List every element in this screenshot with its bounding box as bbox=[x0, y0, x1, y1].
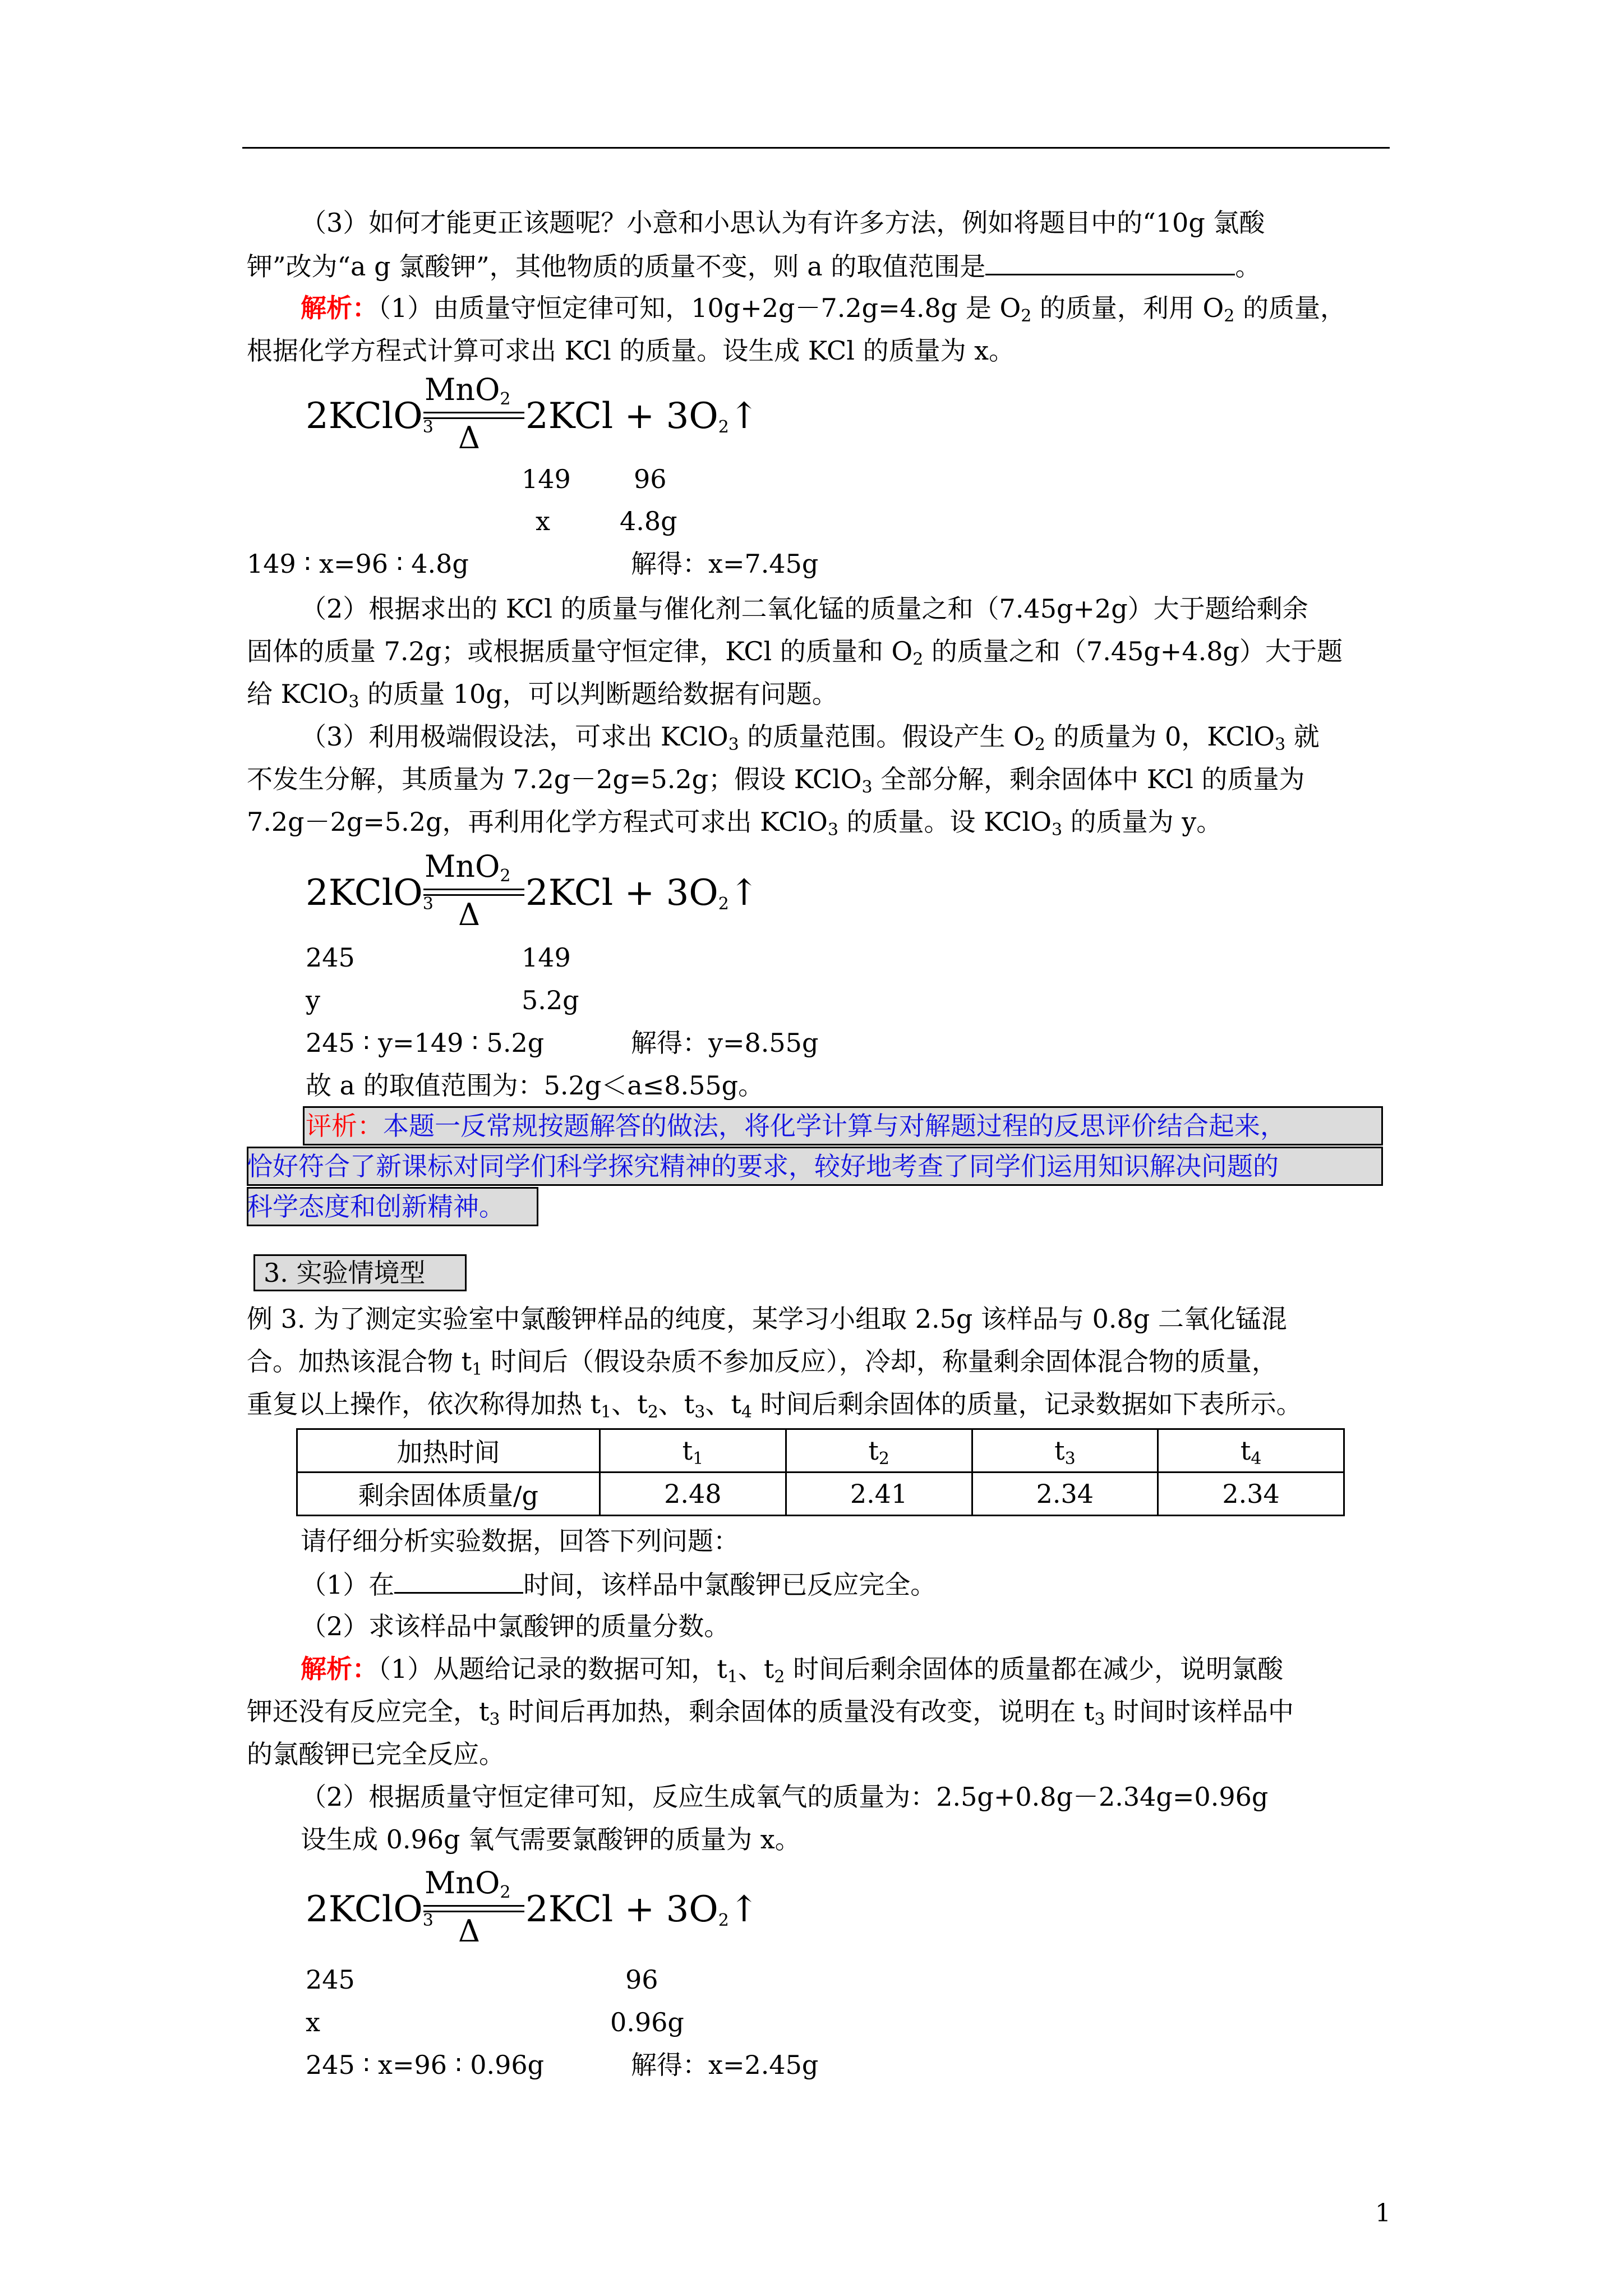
equation-bar-bottom bbox=[423, 417, 524, 419]
header-rule bbox=[242, 147, 1390, 149]
equation-reactant: 2KClO$_3$ bbox=[306, 395, 434, 437]
analysis-b2-line2: 设生成 0.96g 氧气需要氯酸钾的质量为 x。 bbox=[301, 1824, 801, 1855]
table-header-cell: 剩余固体质量/g bbox=[297, 1473, 600, 1516]
equation-bar-top bbox=[423, 1905, 524, 1907]
analysis-b1-line2: 钾还没有反应完全，$t_3$ 时间后再加热，剩余固体的质量没有改变，说明在 $t_3$ 时间时该样品中 bbox=[247, 1696, 1294, 1729]
equation-bar-top bbox=[423, 889, 524, 890]
analysis1-line1: 解析：（1）由质量守恒定律可知，10g+2g－7.2g=4.8g 是 $O_2$ 的质量，利用 $O_2$ 的质量， bbox=[301, 293, 1346, 326]
analysis-label: 解析： bbox=[301, 293, 378, 323]
chemical-equation-1 bbox=[306, 365, 759, 482]
molar-mass-kclo3: 245 bbox=[306, 1964, 355, 1995]
solution-3: 解得：x=2.45g bbox=[631, 2050, 819, 2080]
range-result: 故 a 的取值范围为：5.2g＜a≤8.55g。 bbox=[306, 1070, 764, 1101]
q3-line1: （3）如何才能更正该题呢？小意和小思认为有许多方法，例如将题目中的“10g 氯酸 bbox=[301, 208, 1265, 238]
analysis-b1-line3: 的氯酸钾已完全反应。 bbox=[247, 1739, 505, 1769]
equation-bar-bottom bbox=[423, 894, 524, 896]
molar-mass-kcl: 149 bbox=[522, 942, 571, 973]
ratio-1: 149 ∶ x=96 ∶ 4.8g bbox=[247, 549, 469, 579]
analysis2-line3: 给 KClO$_3$ 的质量 10g，可以判断题给数据有问题。 bbox=[247, 679, 838, 712]
answer-blank bbox=[985, 249, 1235, 275]
table-header-cell: 加热时间 bbox=[297, 1429, 600, 1473]
molar-mass-o2: 96 bbox=[634, 464, 667, 494]
analysis2-line2: 固体的质量 7.2g；或根据质量守恒定律，KCl 的质量和 $O_2$ 的质量之和（7.45g+4.8g）大于题 bbox=[247, 636, 1343, 669]
heat-condition: Δ bbox=[458, 1913, 480, 1949]
solution-2: 解得：y=8.55g bbox=[631, 1028, 819, 1058]
table-cell: $t_3$ bbox=[972, 1429, 1158, 1473]
unknown-y: y bbox=[306, 985, 320, 1015]
known-mass: 5.2g bbox=[522, 985, 579, 1015]
heat-condition: Δ bbox=[458, 420, 480, 455]
chemical-equation-3 bbox=[306, 1858, 759, 1976]
heat-condition: Δ bbox=[458, 897, 480, 932]
ratio-2: 245 ∶ y=149 ∶ 5.2g bbox=[306, 1028, 545, 1058]
unknown-x: x bbox=[306, 2007, 320, 2037]
question-prompt: 请仔细分析实验数据，回答下列问题： bbox=[301, 1526, 739, 1556]
known-mass: 0.96g bbox=[610, 2007, 684, 2037]
equation-products: $2KCl + 3O_2↑$ bbox=[525, 1889, 759, 1930]
example3-line3: 重复以上操作，依次称得加热 $t_1$、$t_2$、$t_3$、$t_4$ 时间后剩余固体的质量，记录数据如下表所示。 bbox=[247, 1389, 1302, 1422]
equation-products: $2KCl + 3O_2↑$ bbox=[525, 395, 759, 437]
table-cell: 2.34 bbox=[1158, 1473, 1344, 1516]
analysis1-line2: 根据化学方程式计算可求出 KCl 的质量。设生成 KCl 的质量为 x。 bbox=[247, 335, 1015, 366]
catalyst: MnO$_2$ bbox=[425, 849, 511, 886]
table-cell: 2.34 bbox=[972, 1473, 1158, 1516]
table-row bbox=[297, 1429, 1344, 1473]
example3-line2: 合。加热该混合物 $t_1$ 时间后（假设杂质不参加反应），冷却，称量剩余固体混合物的质量， bbox=[247, 1346, 1278, 1379]
evaluation-line1: 评析：本题一反常规按题解答的做法，将化学计算与对解题过程的反思评价结合起来， bbox=[306, 1111, 1286, 1141]
answer-blank bbox=[394, 1567, 523, 1594]
q3-line2: 钾”改为“a g 氯酸钾”，其他物质的质量不变，则 a 的取值范围是 。 bbox=[247, 249, 1261, 283]
solution-1: 解得：x=7.45g bbox=[631, 549, 819, 579]
chemical-equation-2 bbox=[306, 841, 759, 959]
table-row bbox=[297, 1473, 1344, 1516]
analysis-label: 解析： bbox=[301, 1654, 378, 1684]
analysis3-line1: （3）利用极端假设法，可求出 KClO$_3$ 的质量范围。假设产生 $O_2$ 的质量为 0，KClO$_3$ 就 bbox=[301, 721, 1320, 754]
evaluation-line2: 恰好符合了新课标对同学们科学探究精神的要求，较好地考查了同学们运用知识解决问题的 bbox=[247, 1151, 1279, 1181]
table-cell: 2.48 bbox=[600, 1473, 786, 1516]
analysis2-line1: （2）根据求出的 KCl 的质量与催化剂二氧化锰的质量之和（7.45g+2g）大于题给剩余 bbox=[301, 593, 1308, 624]
equation-products: $2KCl + 3O_2↑$ bbox=[525, 872, 759, 914]
catalyst: MnO$_2$ bbox=[425, 1865, 511, 1902]
analysis-b1-line1: 解析：（1）从题给记录的数据可知，$t_1$、$t_2$ 时间后剩余固体的质量都在减少，说明氯酸 bbox=[301, 1654, 1284, 1687]
table-cell: $t_2$ bbox=[786, 1429, 972, 1473]
table-cell: 2.41 bbox=[786, 1473, 972, 1516]
catalyst: MnO$_2$ bbox=[425, 372, 511, 409]
data-table bbox=[296, 1428, 1345, 1516]
equation-reactant: 2KClO$_3$ bbox=[306, 1889, 434, 1930]
equation-reactant: 2KClO$_3$ bbox=[306, 872, 434, 914]
section-heading: 3. 实验情境型 bbox=[264, 1258, 426, 1288]
molar-mass-kcl: 149 bbox=[522, 464, 571, 494]
evaluation-line3: 科学态度和创新精神。 bbox=[247, 1191, 505, 1222]
molar-mass-o2: 96 bbox=[625, 1964, 658, 1995]
table-cell: $t_4$ bbox=[1158, 1429, 1344, 1473]
analysis3-line2: 不发生分解，其质量为 7.2g－2g=5.2g；假设 KClO$_3$ 全部分解，剩余固体中 KCl 的质量为 bbox=[247, 764, 1305, 797]
question-2: （2）求该样品中氯酸钾的质量分数。 bbox=[301, 1611, 730, 1641]
question-1: （1）在 时间，该样品中氯酸钾已反应完全。 bbox=[301, 1567, 936, 1601]
example3-line1: 例 3. 为了测定实验室中氯酸钾样品的纯度，某学习小组取 2.5g 该样品与 0.8g 二氧化锰混 bbox=[247, 1304, 1287, 1334]
molar-mass-kclo3: 245 bbox=[306, 942, 355, 973]
equation-bar-bottom bbox=[423, 1911, 524, 1912]
equation-bar-top bbox=[423, 412, 524, 413]
unknown-x: x bbox=[536, 506, 550, 536]
known-mass: 4.8g bbox=[620, 506, 677, 536]
analysis3-line3: 7.2g－2g=5.2g，再利用化学方程式可求出 KClO$_3$ 的质量。设 KClO$_3$ 的质量为 y。 bbox=[247, 807, 1223, 840]
page-number: 1 bbox=[1375, 2199, 1391, 2228]
ratio-3: 245 ∶ x=96 ∶ 0.96g bbox=[306, 2050, 545, 2080]
table-cell: $t_1$ bbox=[600, 1429, 786, 1473]
analysis-b2-line1: （2）根据质量守恒定律可知，反应生成氧气的质量为：2.5g+0.8g－2.34g=0.96g bbox=[301, 1782, 1269, 1812]
